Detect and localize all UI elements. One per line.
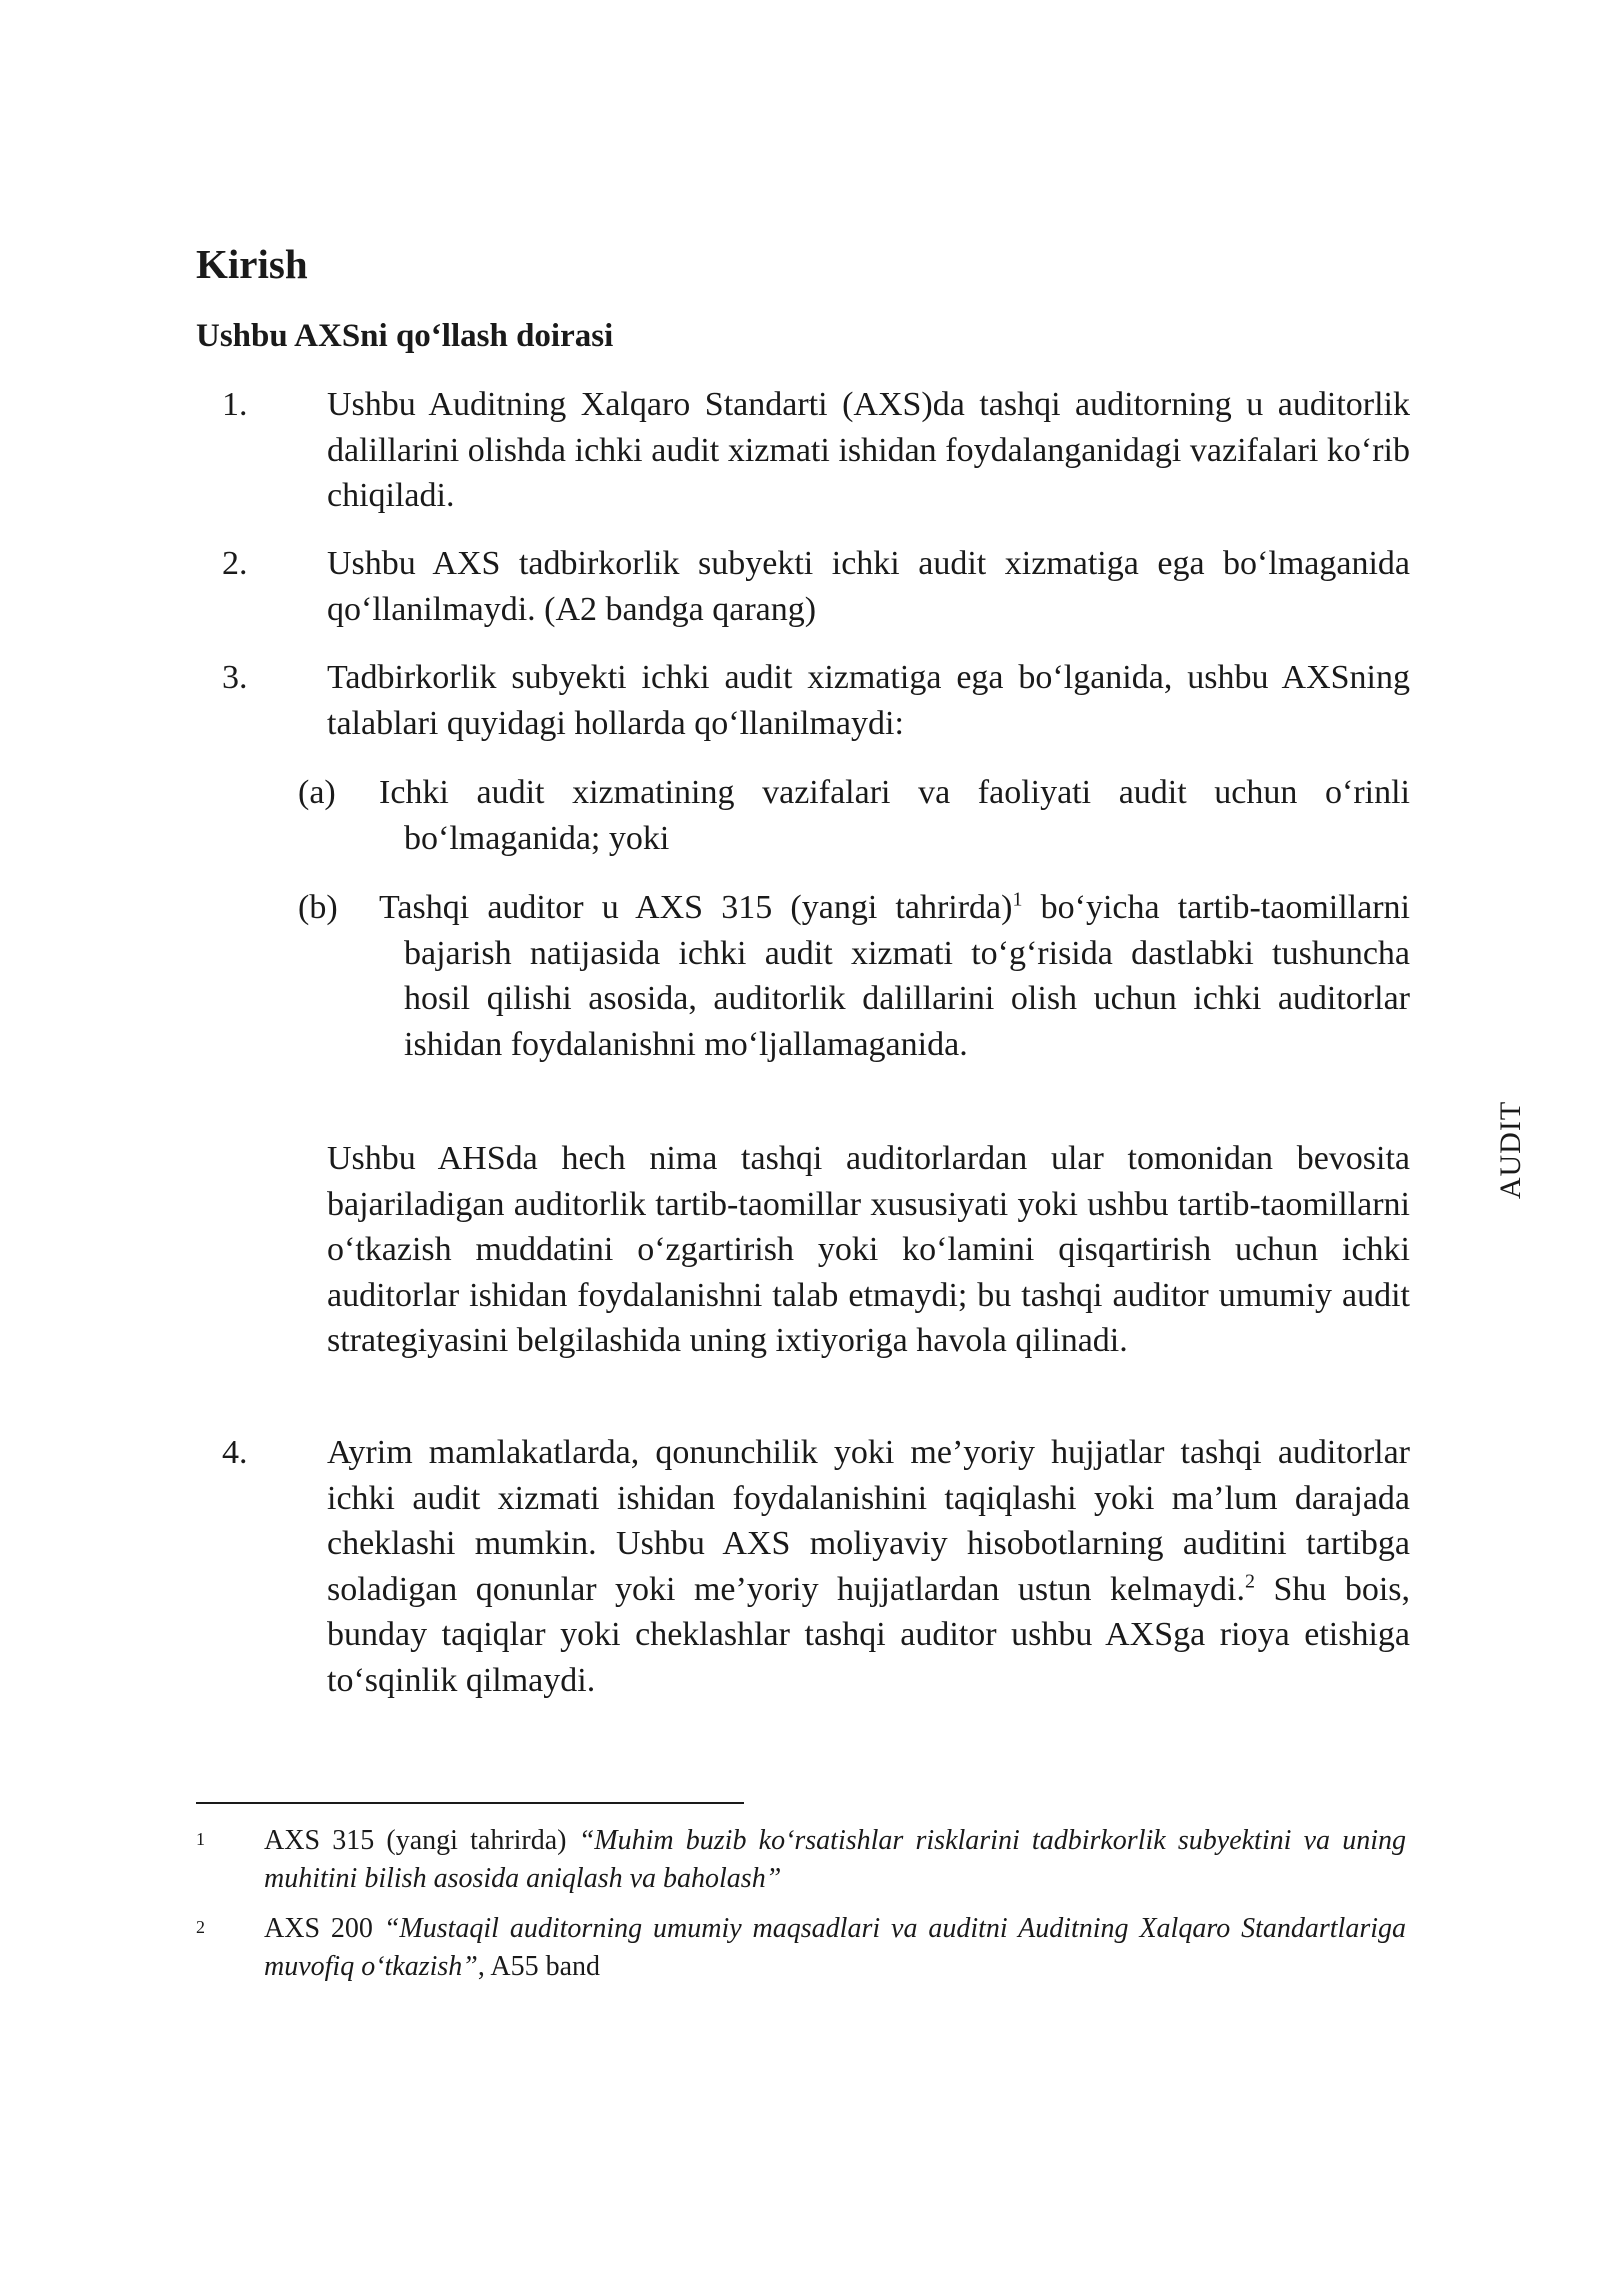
side-tab-label: AUDIT [1494, 1100, 1527, 1200]
paragraph-number: 1. [222, 386, 248, 423]
paragraph-text: Ushbu Auditning Xalqaro Standarti (AXS)da tashqi auditorning u auditorlik dalillarini olishda ichki audit xizmati ishidan foydalanganidagi vazifalari ko‘rib chiqiladi. [327, 386, 1410, 514]
footnote-title: “Mustaqil auditorning umumiy maqsadlari va auditni Auditning Xalqaro Standartlariga muvofiq o‘tkazish” [264, 1913, 1407, 1982]
footnote-title: “Muhim buzib ko‘rsatishlar risklarini tadbirkorlik subyektini va uning muhitini bilish asosida aniqlash va baholash” [264, 1825, 1406, 1894]
sub-item-text [379, 885, 1410, 1067]
footnote-text [264, 1910, 1406, 1986]
side-tab [1496, 1090, 1526, 1210]
paragraph-text-end: Shu bois, bunday taqiqlar yoki cheklashlar tashqi auditor ushbu AXSga rioya etishiga to‘sqinlik qilmaydi. [327, 1570, 1410, 1699]
paragraph-3-continuation: Ushbu AHSda hech nima tashqi auditorlardan ular tomonidan bevosita bajariladigan auditorlik tartib-taomillar xususiyati yoki ushbu tartib-taomillarni o‘tkazish muddatini o‘zgartirish yoki ko‘lamini qisqartirish uchun ichki auditorlar ishidan foydalanishni talab etmaydi; bu tashqi auditor umumiy audit strategiyasini belgilashida uning ixtiyoriga havola qilinadi. [327, 1140, 1410, 1359]
sub-item-text: Ichki audit xizmatining vazifalari va faoliyati audit uchun o‘rinli bo‘lmaganida; yoki [379, 774, 1410, 857]
footnote-number: 1 [196, 1829, 205, 1849]
footnote-number: 2 [196, 1917, 205, 1937]
footnote-ref-2[interactable]: 2 [1245, 1570, 1256, 1593]
sub-item-label: (b) [298, 889, 338, 926]
paragraph-text-start: Ayrim mamlakatlarda, qonunchilik yoki me’yoriy hujjatlar tashqi auditorlar ichki audit xizmati ishidan foydalanishini taqiqlashi yoki ma’lum darajada cheklashi mumkin. Ushbu AXS moliyaviy hisobotlarning auditini tartibga soladigan qonunlar yoki me’yoriy hujjatlardan ustun kelmaydi. [327, 1434, 1410, 1608]
paragraph-number: 2. [222, 545, 248, 582]
footnote-1 [196, 1822, 1406, 1898]
footnote-ref-1[interactable]: 1 [1012, 888, 1023, 911]
footnote-plain: AXS 315 (yangi tahrirda) [264, 1825, 579, 1856]
sub-item-text-start: Tashqi auditor u AXS 315 (yangi tahrirda) [379, 889, 1013, 926]
page-title: Kirish [196, 241, 308, 287]
footnote-plain: AXS 200 [264, 1913, 384, 1944]
paragraph-number: 4. [222, 1434, 248, 1471]
sub-item-b [296, 885, 1410, 1067]
footnote-text [264, 1822, 1406, 1898]
section-heading: Ushbu AXSni qo‘llash doirasi [196, 318, 614, 354]
sub-item-a [296, 770, 1410, 861]
paragraph-text [327, 1430, 1410, 1703]
footnote-divider [196, 1802, 744, 1804]
paragraph-number: 3. [222, 659, 248, 696]
sub-item-text-end: bo‘yicha tartib-taomillarni bajarish natijasida ichki audit xizmati to‘g‘risida dastlabki tushuncha hosil qilishi asosida, auditorlik dalillarini olish uchun ichki auditorlar ishidan foydalanishni mo‘ljallamaganida. [404, 889, 1410, 1063]
paragraph-text: Tadbirkorlik subyekti ichki audit xizmatiga ega bo‘lganida, ushbu AXSning talablari quyidagi hollarda qo‘llanilmaydi: [327, 659, 1410, 742]
sub-item-label: (a) [298, 774, 336, 811]
footnote-2 [196, 1910, 1406, 1986]
paragraph-text: Ushbu AXS tadbirkorlik subyekti ichki audit xizmatiga ega bo‘lmaganida qo‘llanilmaydi. (A2 bandga qarang) [327, 545, 1410, 628]
paragraph-4 [196, 1430, 1410, 1703]
paragraph-1 [196, 382, 1410, 519]
footnote-tail: , A55 band [477, 1951, 600, 1982]
paragraph-2 [196, 541, 1410, 632]
paragraph-3 [196, 655, 1410, 746]
